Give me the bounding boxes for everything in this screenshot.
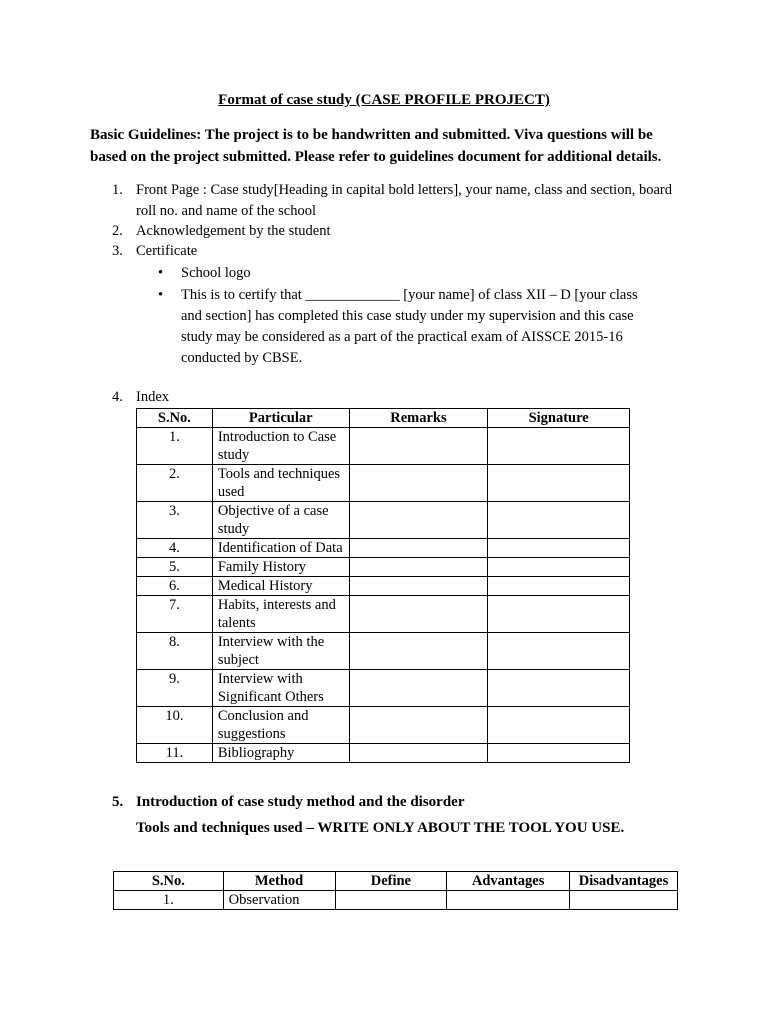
row-disadvantages	[570, 891, 678, 910]
table-header-row	[137, 409, 630, 428]
row-sno: 2.	[137, 465, 213, 502]
table-row	[137, 596, 630, 633]
table-row	[137, 707, 630, 744]
row-signature	[488, 633, 630, 670]
row-sno: 5.	[137, 558, 213, 577]
row-signature	[488, 707, 630, 744]
row-sno: 8.	[137, 633, 213, 670]
header-method: Method	[223, 872, 335, 891]
row-particular: Conclusion and suggestions	[212, 707, 349, 744]
header-remarks: Remarks	[349, 409, 488, 428]
row-signature	[488, 502, 630, 539]
table-row	[137, 502, 630, 539]
row-remarks	[349, 558, 488, 577]
row-sno: 11.	[137, 744, 213, 763]
index-table	[136, 408, 630, 763]
row-remarks	[349, 744, 488, 763]
section-5-heading	[112, 794, 672, 811]
table-row	[137, 670, 630, 707]
bullet-item-2	[158, 285, 658, 369]
row-remarks	[349, 502, 488, 539]
list-number: 4.	[112, 389, 123, 405]
header-sno: S.No.	[137, 409, 213, 428]
header-disadvantages: Disadvantages	[570, 872, 678, 891]
list-number: 3.	[112, 243, 123, 259]
list-item-2	[112, 221, 672, 242]
bullet-icon: •	[158, 265, 164, 281]
list-text: Front Page : Case study[Heading in capital bold letters], your name, class and section, board roll no. and name of the school	[136, 182, 672, 219]
row-sno: 9.	[137, 670, 213, 707]
row-particular: Interview with Significant Others	[212, 670, 349, 707]
table-row	[137, 744, 630, 763]
row-sno: 1.	[114, 891, 224, 910]
row-sno: 3.	[137, 502, 213, 539]
table-row	[137, 539, 630, 558]
row-remarks	[349, 670, 488, 707]
table-row	[114, 891, 678, 910]
row-particular: Habits, interests and talents	[212, 596, 349, 633]
row-particular: Objective of a case study	[212, 502, 349, 539]
row-remarks	[349, 596, 488, 633]
table-row	[137, 428, 630, 465]
list-text: Index	[136, 389, 170, 405]
row-remarks	[349, 707, 488, 744]
table-header-row	[114, 872, 678, 891]
list-item-1	[112, 180, 672, 221]
list-item-4	[112, 387, 312, 408]
row-particular: Bibliography	[212, 744, 349, 763]
row-method: Observation	[223, 891, 335, 910]
row-define	[335, 891, 447, 910]
row-signature	[488, 428, 630, 465]
header-sno: S.No.	[114, 872, 224, 891]
row-particular: Identification of Data	[212, 539, 349, 558]
bullet-item-1	[158, 263, 658, 284]
table-row	[137, 465, 630, 502]
basic-guidelines: Basic Guidelines: The project is to be handwritten and submitted. Viva questions will be based on the project submitted. Please refer to guidelines document for additional details.	[90, 127, 662, 165]
row-advantages	[447, 891, 570, 910]
section-heading-text: Introduction of case study method and the disorder	[136, 794, 465, 810]
row-remarks	[349, 539, 488, 558]
row-remarks	[349, 428, 488, 465]
row-particular: Tools and techniques used	[212, 465, 349, 502]
document-title: Format of case study (CASE PROFILE PROJECT)	[218, 92, 550, 108]
list-item-3	[112, 241, 672, 262]
bullet-text: School logo	[181, 265, 251, 281]
row-sno: 10.	[137, 707, 213, 744]
table-row	[137, 577, 630, 596]
header-advantages: Advantages	[447, 872, 570, 891]
row-particular: Medical History	[212, 577, 349, 596]
row-sno: 4.	[137, 539, 213, 558]
row-remarks	[349, 465, 488, 502]
list-number: 1.	[112, 182, 123, 198]
row-signature	[488, 577, 630, 596]
row-particular: Introduction to Case study	[212, 428, 349, 465]
row-remarks	[349, 633, 488, 670]
header-particular: Particular	[212, 409, 349, 428]
row-signature	[488, 596, 630, 633]
table-row	[137, 558, 630, 577]
row-signature	[488, 465, 630, 502]
header-signature: Signature	[488, 409, 630, 428]
row-sno: 6.	[137, 577, 213, 596]
table-row	[137, 633, 630, 670]
bullet-text: This is to certify that _____________ [your name] of class XII – D [your class and section] has completed this case study under my supervision and this case study may be considered as a part of the practical exam of AISSCE 2015-16 conducted by CBSE.	[181, 287, 638, 366]
row-signature	[488, 558, 630, 577]
row-remarks	[349, 577, 488, 596]
header-define: Define	[335, 872, 447, 891]
list-number: 5.	[112, 794, 124, 810]
row-particular: Interview with the subject	[212, 633, 349, 670]
list-text: Certificate	[136, 243, 198, 259]
row-sno: 7.	[137, 596, 213, 633]
list-text: Acknowledgement by the student	[136, 223, 331, 239]
section-5-subheading: Tools and techniques used – WRITE ONLY ABOUT THE TOOL YOU USE.	[136, 820, 625, 836]
row-signature	[488, 539, 630, 558]
methods-table	[113, 871, 678, 910]
row-particular: Family History	[212, 558, 349, 577]
list-number: 2.	[112, 223, 123, 239]
row-signature	[488, 744, 630, 763]
bullet-icon: •	[158, 287, 164, 303]
row-sno: 1.	[137, 428, 213, 465]
row-signature	[488, 670, 630, 707]
